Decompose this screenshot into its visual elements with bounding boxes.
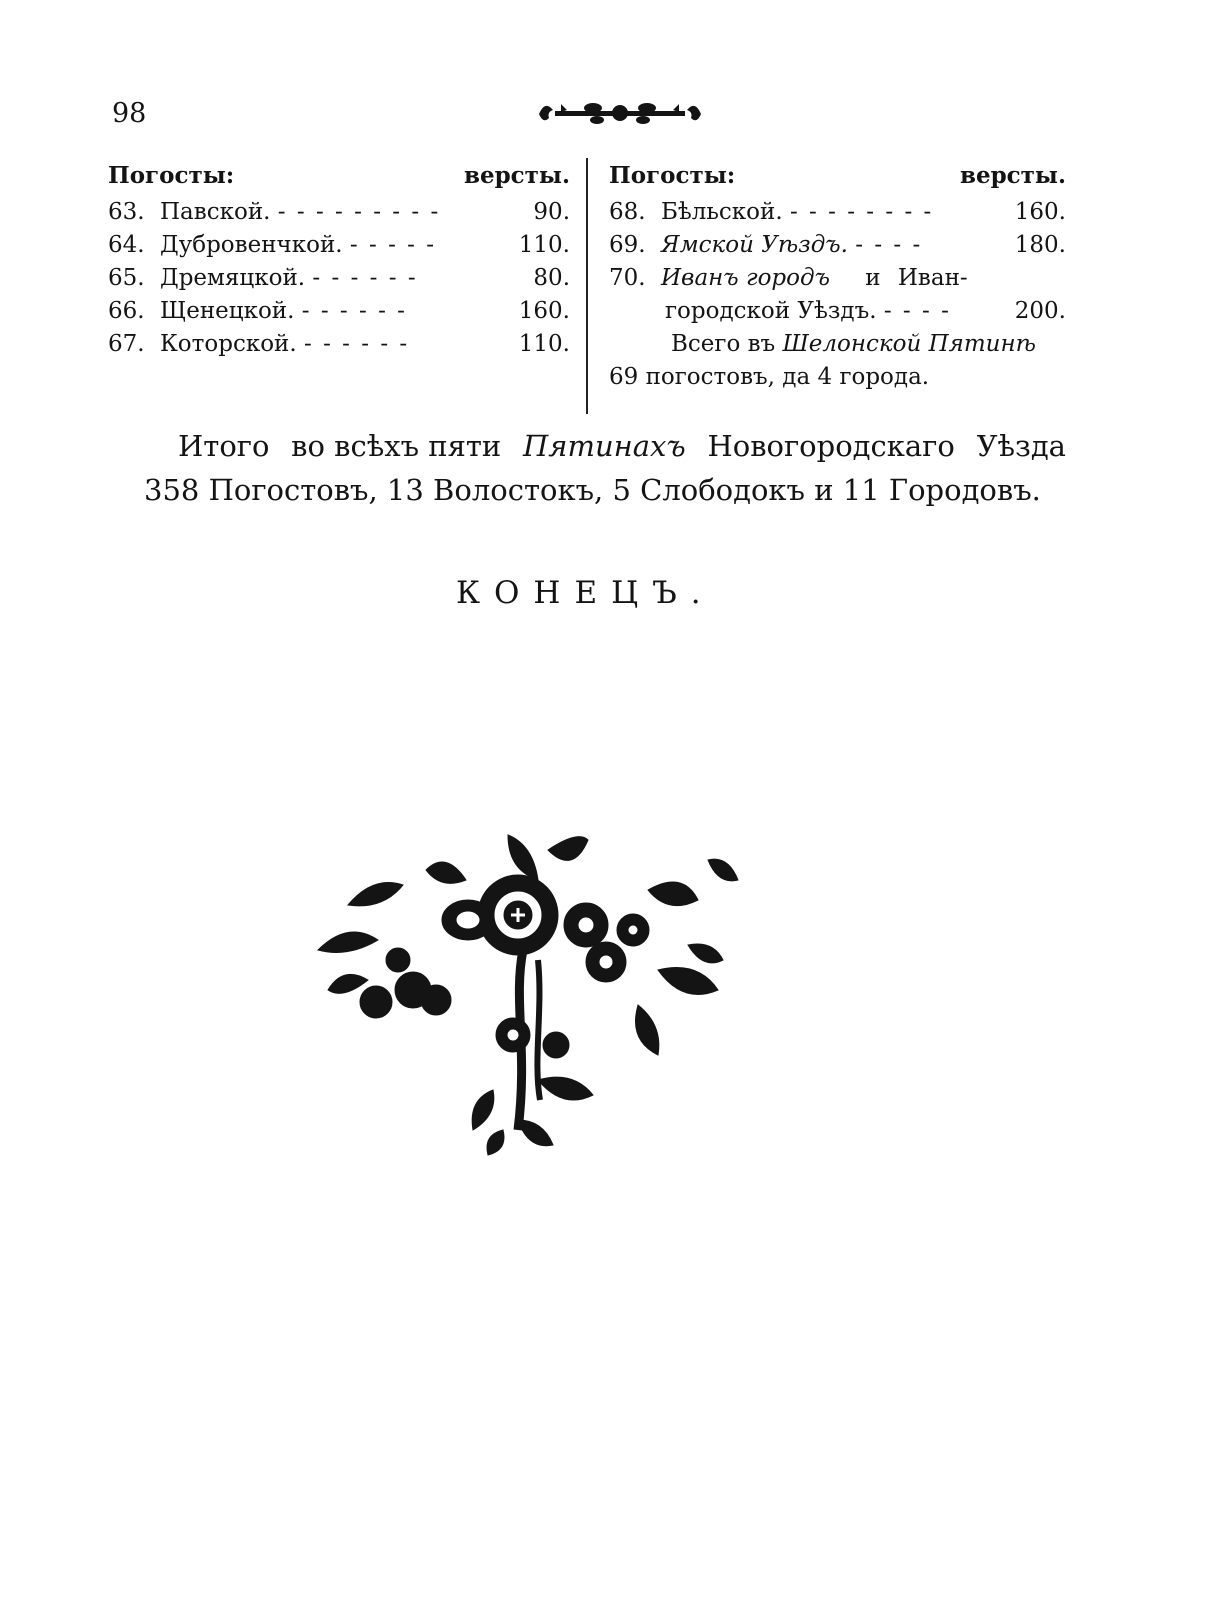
entry-value: 80. [533, 265, 570, 291]
entry-value: 110. [518, 232, 570, 258]
list-item [108, 328, 570, 361]
summary-line2: 69 погостовъ, да 4 города. [609, 364, 930, 390]
entry-name: Щенецкой. [160, 298, 295, 324]
leader-dots: - - - - [855, 232, 923, 258]
finis-heading: КОНЕЦЪ. [456, 575, 715, 611]
leader-dots: - - - - - - [312, 265, 418, 291]
column-divider [586, 158, 588, 414]
header-ornament-icon [535, 96, 705, 132]
entry-value: 90. [533, 199, 570, 225]
list-item [108, 262, 570, 295]
entry-name-end: Иван- [897, 265, 968, 291]
entry-name-cont: городской Уѣздъ. [665, 298, 877, 324]
grand-total-line2: 358 Погостовъ, 13 Волостокъ, 5 Слободокъ и 11 Городовъ. [144, 473, 1041, 507]
entry-number: 63. [108, 199, 145, 225]
entry-name: Дремяцкой. [160, 265, 306, 291]
list-item [108, 229, 570, 262]
left-column-header [108, 162, 570, 196]
list-item [609, 229, 1066, 262]
entry-value: 160. [1014, 199, 1066, 225]
entry-name: Павской. [160, 199, 271, 225]
left-column [108, 162, 570, 361]
entry-name: Которской. [160, 331, 297, 357]
list-item-continuation [609, 295, 1066, 328]
entry-number: 64. [108, 232, 145, 258]
leader-dots: - - - - - - - - [789, 199, 934, 225]
entry-number: 70. [609, 265, 646, 291]
total-italic: Пятинахъ [522, 429, 686, 463]
right-header-unit: версты. [959, 162, 1066, 189]
entry-conjunction: и [865, 265, 881, 291]
grand-total-line1 [144, 424, 1066, 468]
right-column-header [609, 162, 1066, 196]
summary-prefix: Всего въ [671, 331, 776, 357]
list-item [609, 262, 1066, 295]
floral-tailpiece-icon [308, 830, 758, 1160]
left-header-label: Погосты: [108, 162, 235, 189]
total-region: Новогородскаго [707, 429, 955, 463]
right-header-label: Погосты: [609, 162, 736, 189]
list-item [609, 196, 1066, 229]
summary-italic: Шелонской Пятинѣ [782, 331, 1036, 357]
leader-dots: - - - - - - [301, 298, 407, 324]
right-column [609, 162, 1066, 394]
total-word: Итого [178, 429, 270, 463]
entry-name: Иванъ городъ [661, 265, 830, 291]
entry-number: 69. [609, 232, 646, 258]
entry-name: Дубровенчкой. [160, 232, 343, 258]
leader-dots: - - - - [883, 298, 951, 324]
total-phrase: во всѣхъ пяти [291, 429, 502, 463]
entry-value: 110. [518, 331, 570, 357]
list-item [108, 295, 570, 328]
entry-number: 68. [609, 199, 646, 225]
entry-name: Ямской Уѣздъ. [661, 232, 848, 258]
total-district: Уѣзда [976, 429, 1066, 463]
leader-dots: - - - - - [349, 232, 437, 258]
entry-value: 180. [1014, 232, 1066, 258]
leader-dots: - - - - - - [304, 331, 410, 357]
entry-number: 67. [108, 331, 145, 357]
leader-dots: - - - - - - - - - [277, 199, 441, 225]
entry-number: 66. [108, 298, 145, 324]
page-number: 98 [112, 98, 147, 129]
entry-name: Бѣльской. [661, 199, 783, 225]
column-summary-line2 [609, 361, 1066, 394]
entry-value: 160. [518, 298, 570, 324]
grand-total [144, 424, 1066, 512]
entry-number: 65. [108, 265, 145, 291]
entry-value: 200. [1014, 298, 1066, 324]
left-header-unit: версты. [463, 162, 570, 189]
column-summary [609, 328, 1066, 361]
list-item [108, 196, 570, 229]
